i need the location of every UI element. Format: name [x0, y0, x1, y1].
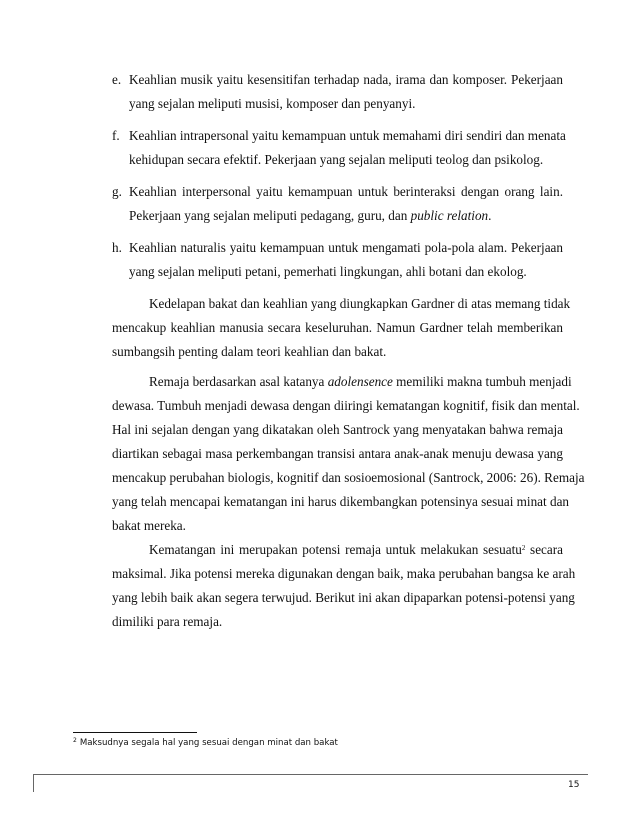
paragraph-kematangan	[112, 538, 576, 634]
italic-term: public relation	[410, 208, 489, 223]
paragraph-remaja	[112, 370, 585, 538]
paragraph-gardner	[112, 292, 571, 364]
footnote-divider	[73, 732, 197, 733]
paragraph-line: mencakup perubahan biologis, kognitif dan sosioemosional (Santrock, 2006: 26). Remaja	[112, 470, 585, 485]
list-line: Keahlian intrapersonal yaitu kemampuan untuk memahami diri sendiri dan menata	[129, 128, 566, 143]
list-item-g	[112, 180, 563, 228]
list-line: Keahlian naturalis yaitu kemampuan untuk mengamati pola-pola alam. Pekerjaan	[129, 240, 563, 255]
paragraph-line: yang telah mencapai kematangan ini harus dikembangkan potensinya sesuai minat dan	[112, 494, 570, 509]
paragraph-text: Kematangan ini merupakan potensi remaja untuk melakukan sesuatu	[149, 542, 522, 557]
footnote-text: Maksudnya segala hal yang sesuai dengan minat dan bakat	[79, 738, 338, 748]
paragraph-line: sumbangsih penting dalam teori keahlian dan bakat.	[112, 344, 387, 359]
paragraph-line: dimiliki para remaja.	[112, 614, 223, 629]
paragraph-text: Remaja berdasarkan asal katanya	[149, 374, 328, 389]
list-marker: h.	[112, 240, 122, 255]
footnote	[73, 738, 338, 748]
list-line-end: .	[488, 208, 492, 223]
paragraph-line: Hal ini sejalan dengan yang dikatakan oleh Santrock yang menyatakan bahwa remaja	[112, 422, 563, 437]
paragraph-line: diartikan sebagai masa perkembangan transisi antara anak-anak menuju dewasa yang	[112, 446, 563, 461]
paragraph-line: dewasa. Tumbuh menjadi dewasa dengan diiringi kematangan kognitif, fisik dan mental.	[112, 398, 580, 413]
italic-term: adolensence	[327, 374, 393, 389]
list-marker: g.	[112, 184, 122, 199]
paragraph-line: mencakup keahlian manusia secara keseluruhan. Namun Gardner telah memberikan	[112, 320, 563, 335]
paragraph-text: secara	[525, 542, 563, 557]
footnote-reference[interactable]: 2	[521, 544, 526, 552]
list-line	[112, 204, 563, 228]
list-line: Keahlian interpersonal yaitu kemampuan untuk berinteraksi dengan orang lain.	[129, 184, 563, 199]
paragraph-line: Kedelapan bakat dan keahlian yang diungkapkan Gardner di atas memang tidak	[149, 296, 571, 311]
paragraph-line: bakat mereka.	[112, 518, 186, 533]
footer-rule	[33, 774, 588, 775]
footer-corner	[33, 774, 34, 792]
list-line-text: Pekerjaan yang sejalan meliputi pedagang, guru, dan	[129, 208, 411, 223]
page-number: 15	[568, 780, 580, 790]
paragraph-line: yang lebih baik akan segera terwujud. Berikut ini akan dipaparkan potensi-potensi yang	[112, 590, 575, 605]
footnote-number: 2	[73, 737, 77, 744]
list-line: yang sejalan meliputi petani, pemerhati lingkungan, ahli botani dan ekolog.	[129, 264, 527, 279]
list-marker: e.	[112, 72, 122, 87]
list-item-e	[112, 68, 563, 116]
paragraph-line	[112, 538, 563, 562]
list-item-f	[112, 124, 566, 172]
list-line: yang sejalan meliputi musisi, komposer dan penyanyi.	[129, 96, 416, 111]
paragraph-text: memiliki makna tumbuh menjadi	[392, 374, 572, 389]
list-line: Keahlian musik yaitu kesensitifan terhadap nada, irama dan komposer. Pekerjaan	[129, 72, 563, 87]
paragraph-line: maksimal. Jika potensi mereka digunakan dengan baik, maka perubahan bangsa ke arah	[112, 566, 576, 581]
list-line: kehidupan secara efektif. Pekerjaan yang sejalan meliputi teolog dan psikolog.	[129, 152, 544, 167]
list-item-h	[112, 236, 563, 284]
paragraph-line	[112, 370, 572, 394]
list-marker: f.	[112, 128, 120, 143]
